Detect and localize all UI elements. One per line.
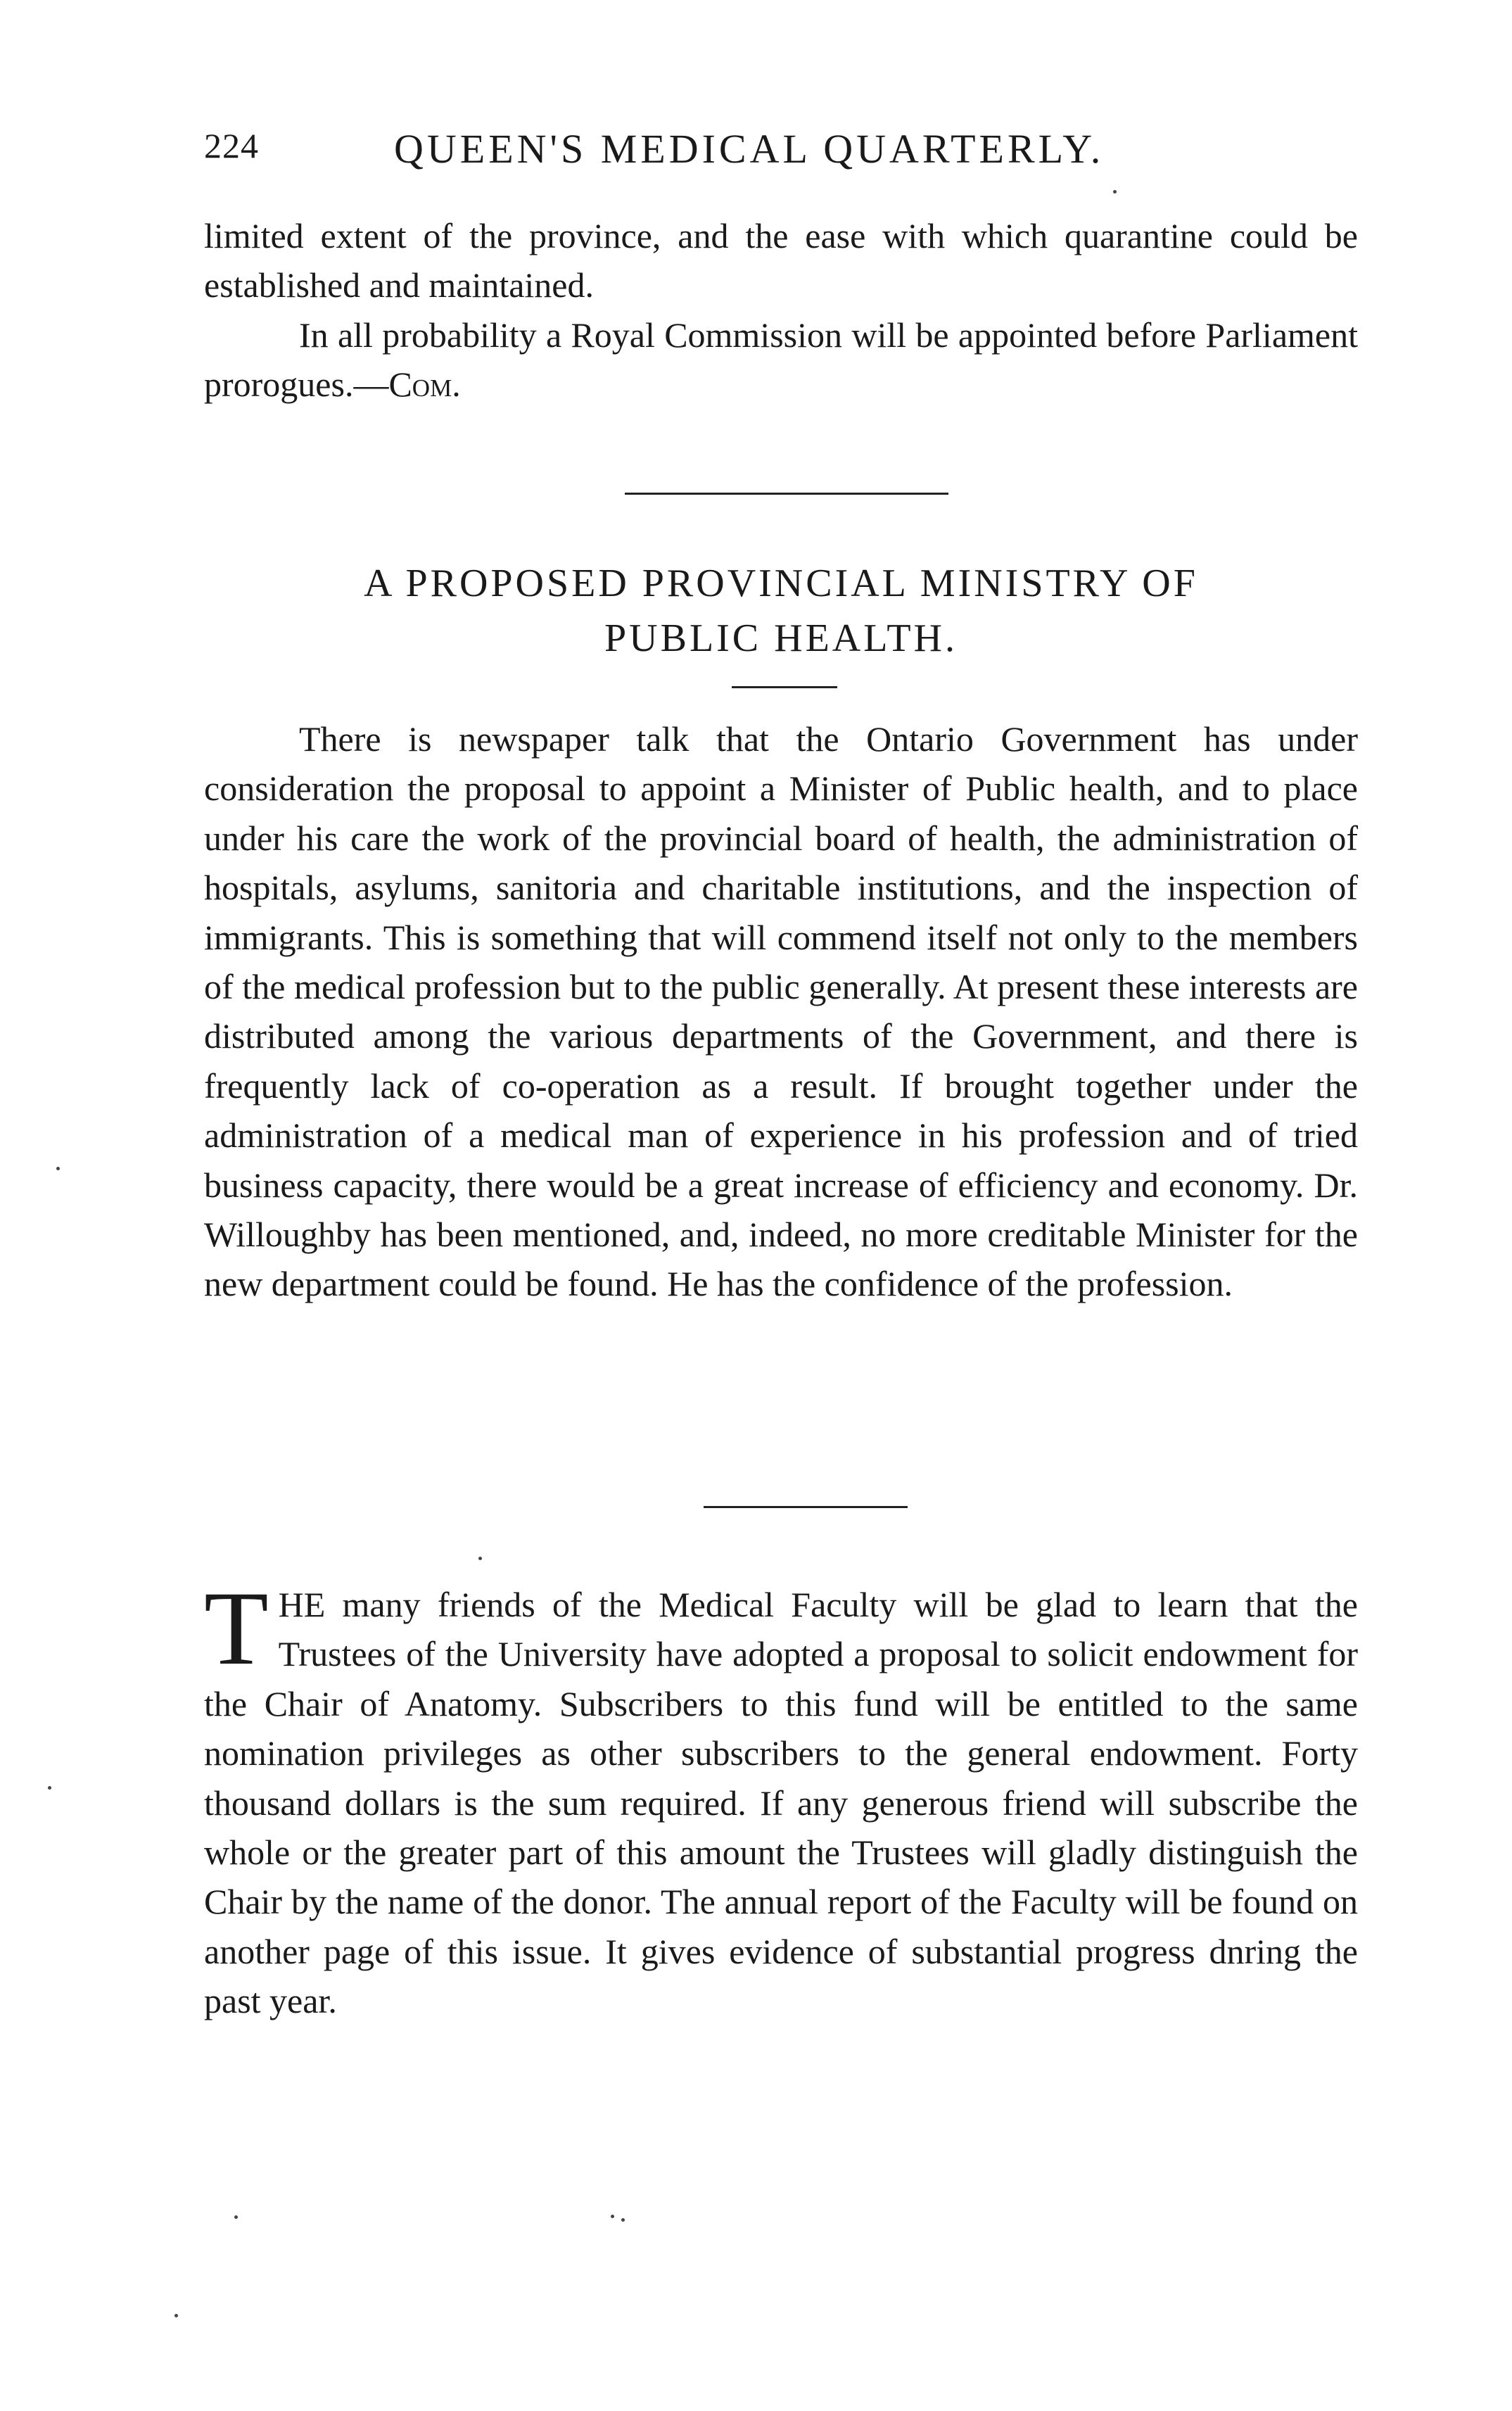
drop-cap: T [204, 1570, 269, 1687]
running-header [204, 125, 1358, 182]
article-heading [204, 556, 1358, 666]
running-title: QUEEN'S MEDICAL QUARTERLY. [394, 126, 1105, 172]
commission-text: In all probability a Royal Commission will be appointed before Parliament prorogues.— [204, 315, 1358, 405]
continuation-block [204, 211, 1358, 410]
faculty-note-text: HE many friends of the Medical Faculty will be glad to learn that the Trustees of the University have adopted a proposal to solicit endowment for the Chair of Anatomy. Subscribers to this fund will be entitled to the same nomination privileges as other subscribers to the general endowment. Forty thousand dollars is the sum required. If any generous friend will subscribe the whole or the greater part of this amount the Trustees will gladly distinguish the Chair by the name of the donor. The annual report of the Faculty will be found on another page of this issue. It gives evidence of substantial progress dnring the past year. [204, 1585, 1358, 2021]
print-speck [611, 2215, 614, 2218]
section-divider [704, 1506, 908, 1508]
print-speck [48, 1786, 51, 1790]
article-paragraph: There is newspaper talk that the Ontario Government has under consideration the proposal to appoint a Minister of Public health, and to place under his care the work of the provincial board of health, the administration of hospitals, asylums, sanitoria and charitable institutions, and the inspection of immigrants. This is something that will commend itself not only to the members of the medical profession but to the public generally. At present these interests are distributed among the various departments of the Government, and there is frequently lack of co-operation as a result. If brought together under the administration of a medical man of experience in his profession and of tried business capacity, there would be a great increase of efficiency and economy. Dr. Willoughby has been mentioned, and, indeed, no more creditable Minister for the new department could be found. He has the confidence of the profession. [204, 719, 1358, 1304]
print-speck [621, 2218, 625, 2222]
commission-paragraph [204, 310, 1358, 410]
heading-underline [732, 686, 837, 688]
print-speck [1113, 190, 1117, 194]
print-speck [234, 2215, 238, 2219]
article-heading-line-2: PUBLIC HEALTH. [604, 616, 958, 660]
section-divider [625, 493, 948, 495]
page-number: 224 [204, 126, 259, 165]
continuation-paragraph: limited extent of the province, and the ease with which quarantine could be established and maintained. [204, 216, 1358, 305]
article-heading-line-1: A PROPOSED PROVINCIAL MINISTRY OF [364, 562, 1198, 605]
faculty-note [204, 1570, 1358, 2026]
print-speck [56, 1167, 60, 1170]
article-body [204, 714, 1358, 1309]
faculty-note-paragraph [204, 1570, 1358, 2026]
print-speck [478, 1557, 482, 1560]
print-speck [174, 2314, 178, 2317]
signature: Com. [388, 365, 461, 405]
